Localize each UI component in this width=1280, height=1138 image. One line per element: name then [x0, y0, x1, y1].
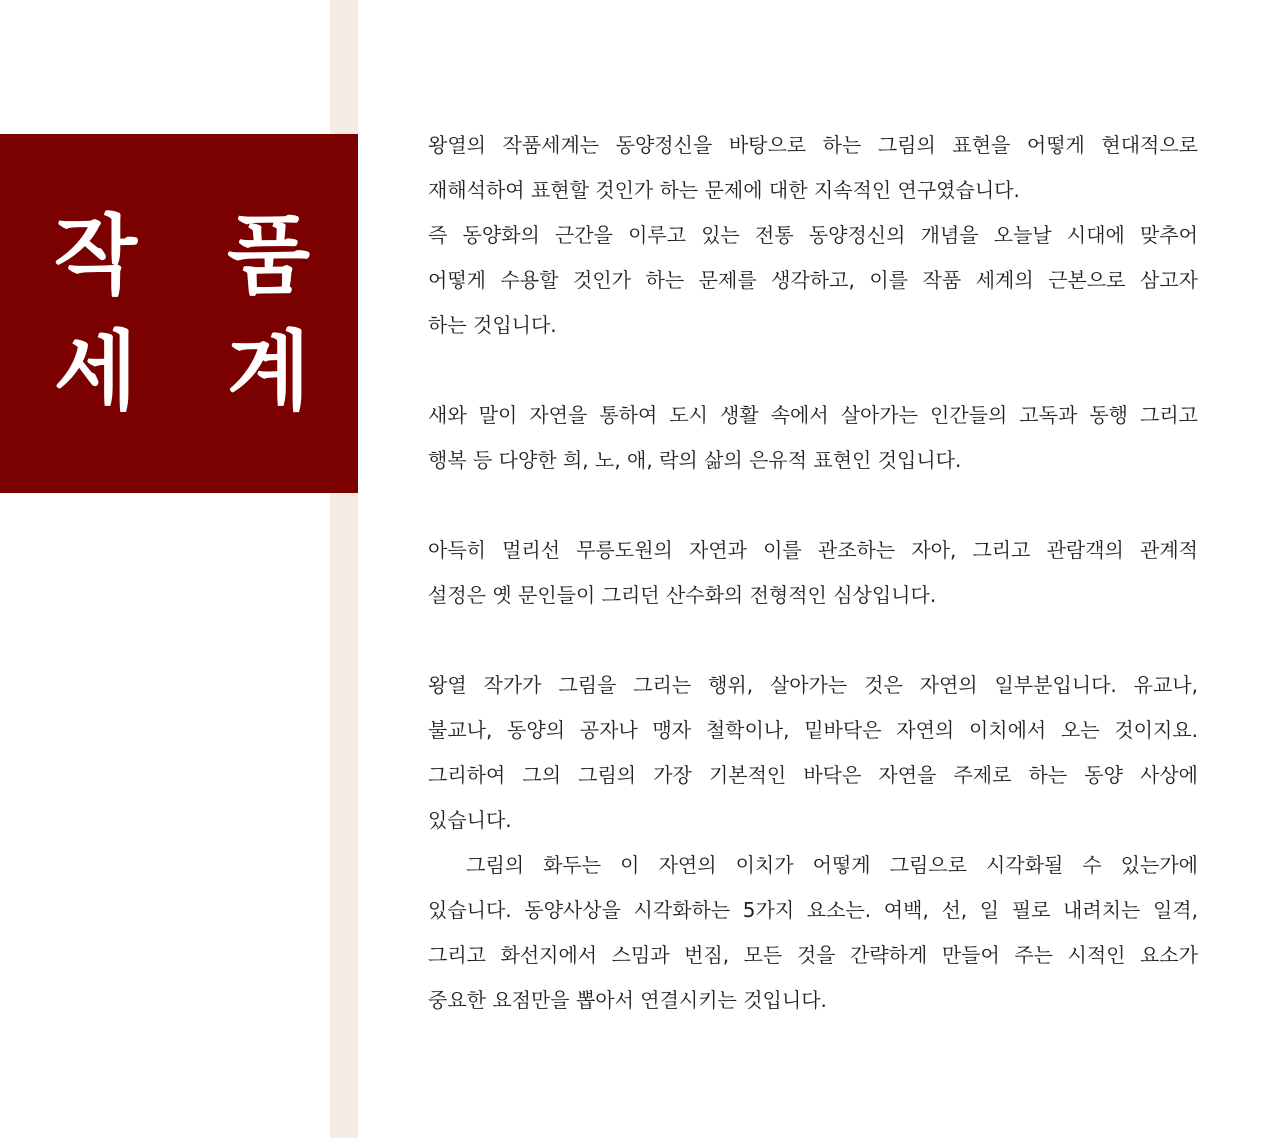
text-line: 그림의 화두는 이 자연의 이치가 어떻게 그림으로 시각화될 수 있는가에: [428, 853, 1198, 877]
body-text: [428, 123, 1198, 1023]
paragraph-3: [428, 528, 1198, 618]
text-line: 그리하여 그의 그림의 가장 기본적인 바닥은 자연을 주제로 하는 동양 사상에: [428, 763, 1198, 787]
text-line: 왕열의 작품세계는 동양정신을 바탕으로 하는 그림의 표현을 어떻게 현대적으로: [428, 133, 1198, 157]
text-line: 어떻게 수용할 것인가 하는 문제를 생각하고, 이를 작품 세계의 근본으로 삼고자: [428, 268, 1198, 292]
text-line: 행복 등 다양한 희, 노, 애, 락의 삶의 은유적 표현인 것입니다.: [428, 448, 962, 472]
paragraph-1: [428, 123, 1198, 348]
text-line: 재해석하여 표현할 것인가 하는 문제에 대한 지속적인 연구였습니다.: [428, 178, 1020, 202]
paragraph-4: [428, 663, 1198, 1023]
paragraph-2: [428, 393, 1198, 483]
text-line: 있습니다. 동양사상을 시각화하는 5가지 요소는. 여백, 선, 일 필로 내려치는 일격,: [428, 898, 1198, 922]
text-line: 아득히 멀리선 무릉도원의 자연과 이를 관조하는 자아, 그리고 관람객의 관계적: [428, 538, 1198, 562]
text-line: 불교나, 동양의 공자나 맹자 철학이나, 밑바닥은 자연의 이치에서 오는 것이지요.: [428, 718, 1198, 742]
title-line-2: 세 계: [53, 321, 341, 422]
text-line: 설정은 옛 문인들이 그리던 산수화의 전형적인 심상입니다.: [428, 583, 937, 607]
text-line: 하는 것입니다.: [428, 313, 557, 337]
text-line: 새와 말이 자연을 통하여 도시 생활 속에서 살아가는 인간들의 고독과 동행 그리고: [428, 403, 1198, 427]
text-line: 중요한 요점만을 뽑아서 연결시키는 것입니다.: [428, 988, 827, 1012]
text-line: 즉 동양화의 근간을 이루고 있는 전통 동양정신의 개념을 오늘날 시대에 맞추어: [428, 223, 1198, 247]
title-line-1: 작 품: [53, 205, 341, 306]
text-line: 그리고 화선지에서 스밈과 번짐, 모든 것을 간략하게 만들어 주는 시적인 요소가: [428, 943, 1198, 967]
title-block: [0, 134, 358, 493]
text-line: 왕열 작가가 그림을 그리는 행위, 살아가는 것은 자연의 일부분입니다. 유교나,: [428, 673, 1198, 697]
text-line: 있습니다.: [428, 808, 512, 832]
